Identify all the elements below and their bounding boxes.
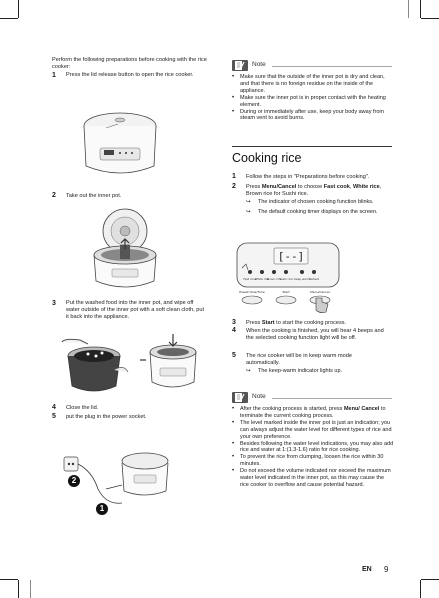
text-run: to start the cooking process.: [274, 320, 347, 326]
bold-run: White rice: [352, 184, 380, 190]
step-text: put the plug in the power socket.: [66, 414, 147, 420]
step-text: Take out the inner pot.: [66, 193, 122, 199]
page-number: 9: [384, 565, 389, 574]
crop-mark: [30, 580, 31, 598]
step-text: When the cooking is finished, you will hear 4 beeps and the selected cooking function light will be off.: [246, 328, 384, 342]
lid-open-illustration: [80, 205, 170, 293]
plug-in-illustration: [62, 445, 192, 515]
step-number: 3: [52, 300, 56, 307]
callout-number: 1: [99, 504, 105, 513]
note-item: • Do not exceed the volume indicated nor exceed the maximum water level indicated in the inner pot, as this may cause the rice cooker to overflow and cause potential hazard.: [232, 468, 394, 489]
note-header: [232, 392, 392, 404]
note-item: • Besides following the water level indications, you may also add rice and water at 1:(1.3-1.6) ratio for rice cooking.: [232, 441, 394, 455]
language-code: EN: [362, 566, 372, 573]
intro-text: Perform the following preparations before cooking with the rice cooker:: [52, 57, 207, 71]
sub-point: [246, 209, 392, 216]
note-list: [232, 406, 394, 489]
crop-mark: [420, 580, 421, 598]
arrow-icon: ↪: [246, 199, 251, 206]
note-item: • To prevent the rice from clumping, loosen the rice within 30 minutes.: [232, 454, 394, 468]
menu-option: Reheat: [309, 277, 319, 281]
crop-mark: [421, 18, 439, 19]
start-button-label: Start: [282, 290, 290, 294]
text-run: to terminate the current cooking process.: [240, 406, 386, 419]
arrow-icon: ↪: [246, 368, 251, 375]
text-run: Press: [246, 320, 262, 326]
step-number: 2: [232, 183, 236, 190]
note-item: • During or immediately after use, keep your body away from steam vent to avoid burns.: [232, 109, 392, 123]
step-text: Close the lid.: [66, 405, 99, 411]
step-text: [246, 184, 392, 216]
timer-display: [--]: [277, 250, 305, 263]
pot-washing-illustration: [54, 330, 204, 398]
note-item: [232, 406, 394, 420]
arrow-icon: ↪: [246, 209, 251, 216]
pencil-icon: [232, 60, 248, 71]
section-title: Cooking rice: [232, 151, 302, 165]
note-label: Note: [252, 393, 266, 400]
bold-run: Fast cook: [323, 184, 350, 190]
bold-run: Menu/ Cancel: [343, 406, 380, 412]
text-run: Press: [246, 184, 262, 190]
preset-time-button-label: Preset time/Time: [239, 290, 265, 294]
menu-option: Sushi rice: [279, 277, 293, 281]
step-number: 1: [232, 173, 236, 180]
crop-mark: [18, 580, 19, 598]
rice-cooker-closed-illustration: [70, 108, 170, 183]
sub-text: The indicator of chosen cooking function blinks.: [258, 199, 374, 206]
bold-run: Start: [261, 320, 275, 326]
note-list: [232, 74, 392, 122]
note-item: • Make sure that the outside of the inner pot is dry and clean, and that there is no foreign residue on the inside of the appliance.: [232, 74, 392, 95]
divider: [272, 66, 392, 67]
callout-badge: [68, 475, 80, 487]
step-text: Put the washed food into the inner pot, and wipe off water outside of the inner pot with a soft clean cloth, put it back into the appliance.: [66, 300, 205, 321]
sub-point: [246, 199, 392, 206]
step-number: 5: [52, 413, 56, 420]
step-text: [246, 320, 396, 327]
text-run: to choose: [296, 184, 324, 190]
menu-option: White rice: [254, 277, 270, 281]
note-item: • The level marked inside the inner pot is just an indication; you can always adjust the water level for different types of rice and your own preference.: [232, 420, 394, 441]
callout-number: 2: [71, 476, 77, 485]
step-number: 3: [232, 319, 236, 326]
crop-mark: [18, 0, 19, 18]
crop-mark: [420, 0, 421, 18]
step-number: 5: [232, 352, 236, 359]
divider: [272, 398, 392, 399]
step-text: Follow the steps in "Preparations before cooking".: [246, 174, 370, 180]
menu-option: Keep warm: [294, 277, 310, 281]
crop-mark: [408, 0, 409, 18]
sub-text: The keep-warm indicator lights up.: [258, 368, 343, 375]
text-run: , Brown rice for Sushi rice.: [246, 184, 382, 198]
menu-option: Fast cook: [243, 277, 257, 281]
note-header: [232, 60, 392, 72]
bold-run: Menu/Cancel: [261, 184, 297, 190]
text-run: ,: [349, 184, 353, 190]
step-text: Press the lid release button to open the rice cooker.: [66, 72, 194, 78]
note-label: Note: [252, 61, 266, 68]
sub-point: [246, 368, 386, 375]
callout-badge: [96, 503, 108, 515]
crop-mark: [0, 579, 18, 580]
section-divider: [232, 146, 392, 147]
menu-cancel-button-label: Menu/Cancel: [310, 290, 330, 294]
step-number: 1: [52, 72, 56, 79]
control-panel-illustration: [236, 242, 340, 316]
step-number: 4: [232, 327, 236, 334]
text-run: After the cooking process is started, press: [240, 406, 344, 412]
pencil-icon: [232, 392, 248, 403]
step-number: 4: [52, 404, 56, 411]
crop-mark: [421, 579, 439, 580]
crop-mark: [0, 18, 18, 19]
sub-text: The default cooking timer displays on the screen.: [258, 209, 378, 216]
step-text: [246, 353, 386, 375]
note-item: • Make sure the inner pot is in proper contact with the heating element.: [232, 95, 392, 109]
step-number: 2: [52, 192, 56, 199]
menu-option: Brown rice: [266, 277, 282, 281]
text-run: The rice cooker will be in keep warm mode automatically.: [246, 353, 353, 367]
